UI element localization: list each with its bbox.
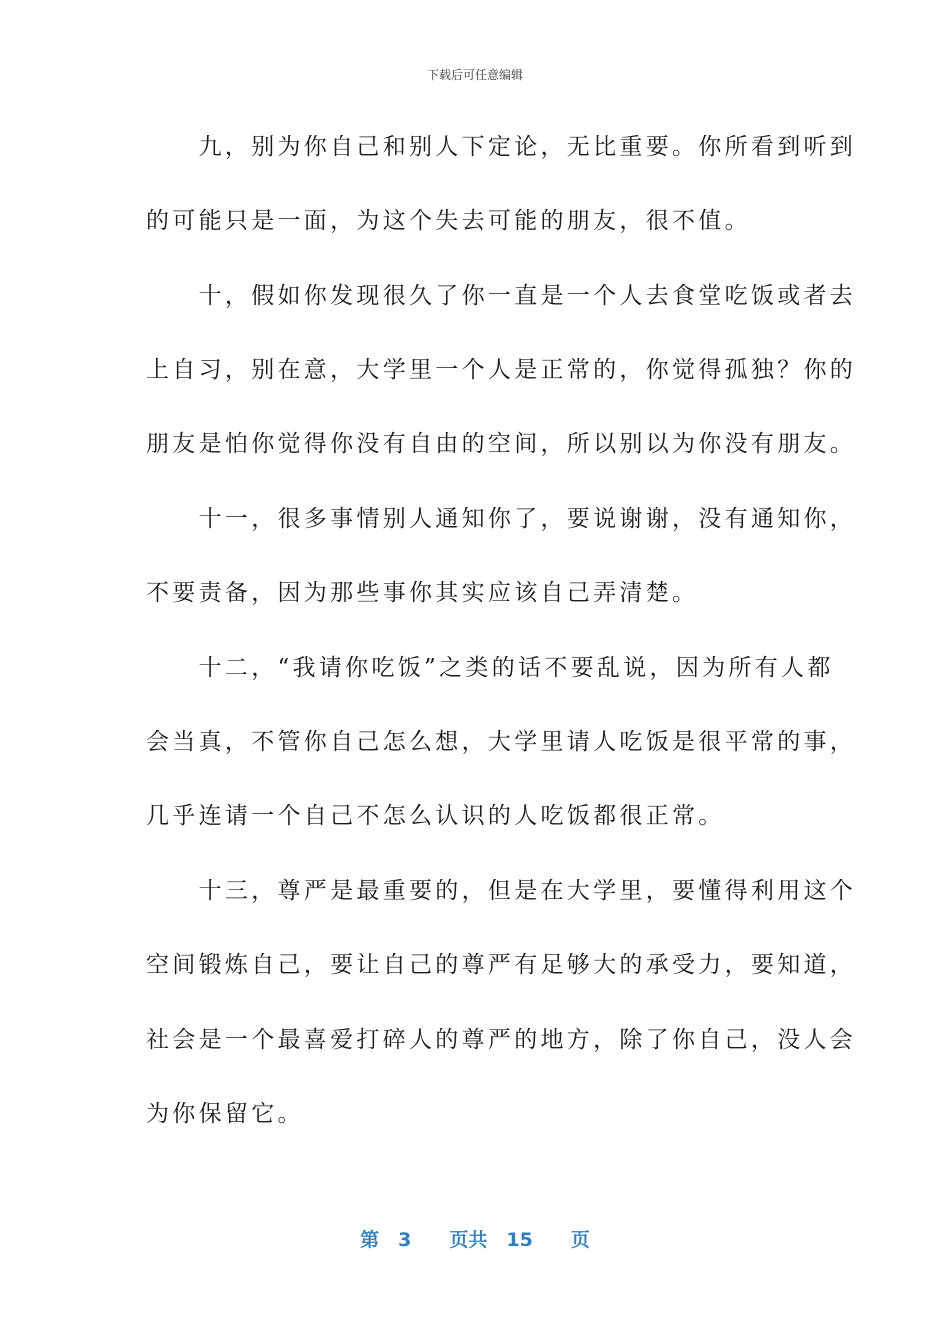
text-line: 十，假如你发现很久了你一直是一个人去食堂吃饭或者去 [146, 283, 857, 309]
text-line: 九，别为你自己和别人下定论，无比重要。你所看到听到 [146, 134, 857, 160]
text-line: 上自习，别在意，大学里一个人是正常的，你觉得孤独？你的 [146, 357, 857, 383]
text-line: 会当真，不管你自己怎么想，大学里请人吃饭是很平常的事， [146, 729, 857, 755]
page-header: 下载后可任意编辑 [426, 68, 523, 82]
text-line: 不要责备，因为那些事你其实应该自己弄清楚。 [146, 580, 699, 606]
text-line: 的可能只是一面，为这个失去可能的朋友，很不值。 [146, 208, 751, 234]
text-line: 朋友是怕你觉得你没有自由的空间，所以别以为你没有朋友。 [146, 431, 857, 457]
page-number: 第 3 页共 15 页 [360, 1229, 590, 1251]
text-line: 十二，“我请你吃饭”之类的话不要乱说，因为所有人都 [146, 655, 834, 681]
text-line: 空间锻炼自己，要让自己的尊严有足够大的承受力，要知道， [146, 952, 857, 978]
text-line: 十三，尊严是最重要的，但是在大学里，要懂得利用这个 [146, 878, 857, 904]
text-line: 社会是一个最喜爱打碎人的尊严的地方，除了你自己，没人会 [146, 1027, 857, 1053]
text-line: 为你保留它。 [146, 1101, 304, 1127]
text-line: 十一，很多事情别人通知你了，要说谢谢，没有通知你， [146, 506, 857, 532]
page-footer [0, 1225, 950, 1252]
text-line: 几乎连请一个自己不怎么认识的人吃饭都很正常。 [146, 803, 725, 829]
